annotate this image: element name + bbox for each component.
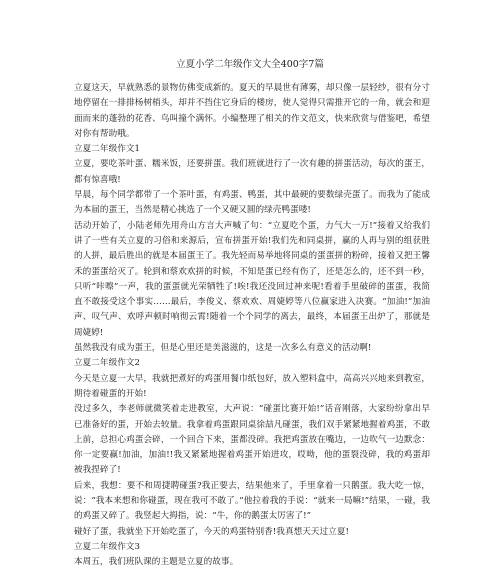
body-paragraph: 本周五，我们班队课的主题是立夏的故事。 [74, 557, 239, 568]
body-paragraph: 早晨，每个同学都带了一个茶叶蛋，有鸡蛋、鸭蛋，其中最硬的要数绿壳蛋了。而我为了能成为本届的蛋王，当然是精心挑选了一个又硬又圆的绿壳鸭蛋喽! [74, 190, 430, 216]
section-heading: 立夏二年级作文3 [74, 541, 141, 552]
body-paragraph: 今天是立夏一大早，我就把煮好的鸡蛋用餐巾纸包好，放入塑料盒中，高高兴兴地来到教室，期待着碰蛋的开始! [74, 373, 430, 399]
body-paragraph: 后来，我想：要不和周捷聘碰蛋?我正要去，结果他来了，手里拿着一只鹅蛋。我大吃一惊，说：“我本来想和你碰蛋，现在我可不敢了。”他拉着我的手说：“就来一局嘛!”结果，一碰，我的鸡蛋又碎了。我竖起大拇指，说：“牛，你的鹅蛋太厉害了!” [74, 480, 430, 522]
body-paragraph: 立夏，要吃茶叶蛋、糯米饭，还要拼蛋。我们班就进行了一次有趣的拼蛋活动，每次的蛋王，都有惊喜哦! [74, 159, 430, 185]
body-paragraph: 虽然我没有成为蛋王，但是心里还是美滋滋的，这是一次多么有意义的活动啊! [74, 343, 372, 354]
section-heading: 立夏二年级作文1 [74, 144, 141, 155]
intro-paragraph: 立夏这天，早就熟悉的景物仿佛变成新的。夏天的早晨世有薄雾，却只像一层轻纱，很有分寸地停留在一排排杨树梢头，却并不挡住它身后的楼房，使人觉得只需推开它的一角，就会和迎面而来的蓬勃的花香、鸟叫撞个满怀。小编整理了相关的作文范文，快来欣赏与借鉴吧，希望对你有帮助哦。 [74, 83, 430, 139]
body-paragraph: 碰好了蛋，我就坐下开始吃蛋了，今天的鸡蛋特别香!我真想天天过立夏! [74, 526, 349, 537]
document-body [74, 81, 430, 571]
body-paragraph: 活动开始了，小陆老师先用舟山方言大声喊了句：“立夏吃个蛋，力气大一万!”接着又给我们讲了一些有关立夏的习俗和来源后，宣布拼蛋开始!我们先和同桌拼，赢的人再与别的组获胜的人拼，最后胜出的就是本届蛋王了。我先轻而易举地将同桌的蛋蛋拼的粉碎，接着又把王馨禾的蛋蛋给灭了。轮到和蔡欢欢拼的时候，不知是蛋已经有伤了，还是怎么的，还不到一秒，只听“咔嚓”一声，我的蛋蛋就光荣牺牲了!唉!我还没回过神来呢!看着手里破碎的蛋蛋，我简直不敢接受这个事实……最后，李俊义、蔡欢欢、周婕婷等八位赢家进入决赛。“加油!”加油声、叹气声、欢呼声顿时响彻云霄!随着一个个同学的离去，最终，本届蛋王出炉了，那就是周婕婷! [74, 220, 430, 338]
page-title: 立夏小学二年级作文大全400字7篇 [176, 59, 324, 70]
body-paragraph: 没过多久，李老师就微笑着走进教室，大声说：“碰蛋比赛开始!”话音刚落，大家纷纷拿出早已准备好的蛋，开始去较量。我拿着鸡蛋跟同桌徐喆凡碰蛋，我们双手紧紧地握着鸡蛋，不敢上前，总担心鸡蛋会碎，一个回合下来，蛋都没碎。我把鸡蛋放在嘴边，一边吹气一边默念：你一定要赢!加油，加油!!我又紧紧地握着鸡蛋开始进攻，哎呦，他的蛋裂没碎，我的鸡蛋却被我捏碎了! [74, 404, 430, 476]
section-heading: 立夏二年级作文2 [74, 358, 141, 369]
